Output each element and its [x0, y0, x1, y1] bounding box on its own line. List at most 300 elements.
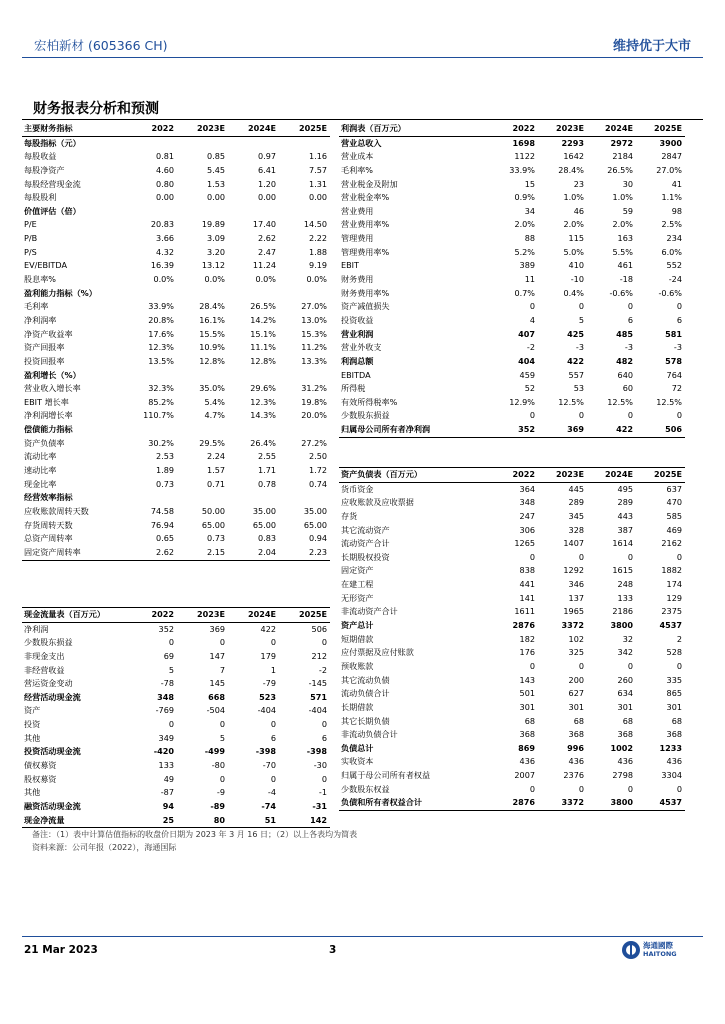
table-cell: 9.19 — [308, 260, 327, 271]
table-cell: 0.94 — [308, 533, 327, 544]
table-row — [22, 664, 330, 678]
table-cell: 2.0% — [563, 219, 584, 230]
company-ticker: 宏柏新材 (605366 CH) — [34, 38, 168, 53]
table-cell: 0 — [578, 783, 584, 794]
table-cell: 387 — [617, 524, 633, 535]
table-row — [339, 728, 685, 742]
table-cell: 0.74 — [308, 478, 327, 489]
logo-chinese-name: 海通國際 — [643, 941, 673, 950]
table-row — [339, 646, 685, 660]
table-cell: 3900 — [659, 137, 682, 148]
table-cell: 31.2% — [301, 383, 327, 394]
table-row — [339, 605, 685, 619]
table-cell: 404 — [518, 355, 535, 366]
table-cell: 1407 — [563, 538, 584, 549]
table-cell: 12.5% — [558, 396, 584, 407]
table-cell: 410 — [568, 260, 584, 271]
table-cell: 0.65 — [155, 533, 174, 544]
table-cell: 141 — [519, 592, 535, 603]
table-cell: 2.62 — [126, 546, 177, 560]
note-line-1: 备注：（1）表中计算估值指标的收盘价日期为 2023 年 3 月 16 日；（2）以上各表均为简表 — [32, 830, 358, 839]
row-label: 归属母公司所有者净利润 — [339, 423, 489, 437]
table-row — [339, 273, 685, 287]
table-cell: 0 — [627, 783, 633, 794]
table-row — [339, 578, 685, 592]
table-cell: -24 — [668, 274, 682, 285]
table-cell: 234 — [666, 233, 682, 244]
table-row — [339, 537, 685, 551]
table-cell: 501 — [519, 688, 535, 699]
row-label: 短期借款 — [341, 633, 374, 644]
table-cell: 289 — [568, 497, 584, 508]
table-cell: -9 — [216, 787, 225, 798]
row-label: 管理费用 — [341, 233, 374, 244]
table-row — [22, 745, 330, 759]
row-label: 流动比率 — [24, 451, 57, 462]
row-label: 预收账款 — [341, 660, 374, 671]
table-row — [339, 715, 685, 729]
column-header: 2023E — [177, 122, 228, 136]
row-label: 营业费用 — [341, 205, 374, 216]
table-row — [339, 328, 685, 342]
column-header: 2023E — [177, 608, 228, 623]
footer-divider — [22, 936, 703, 937]
table-cell: 369 — [538, 423, 587, 437]
column-header: 2024E — [587, 122, 636, 136]
table-cell: 26.5% — [607, 164, 633, 175]
row-label: 营业费用率% — [341, 219, 390, 230]
row-label: 非流动负债合计 — [341, 729, 398, 740]
table-cell: 352 — [489, 423, 538, 437]
table-cell: -504 — [206, 705, 225, 716]
table-row — [22, 423, 330, 437]
table-cell: 5 — [578, 314, 584, 325]
table-cell: 0 — [578, 551, 584, 562]
row-label: 债权募资 — [24, 760, 57, 771]
table-row — [339, 783, 685, 797]
main-financial-indicators-table — [22, 122, 330, 561]
table-row — [22, 491, 330, 505]
row-label: 利润总额 — [341, 355, 374, 366]
table-cell: 12.8% — [199, 355, 225, 366]
row-label: 货币资金 — [341, 483, 374, 494]
table-row — [339, 496, 685, 510]
row-label: 资产负债率 — [24, 437, 65, 448]
table-cell: 3372 — [538, 796, 587, 810]
table-cell: 0.83 — [257, 533, 276, 544]
row-label: 股息率% — [24, 274, 56, 285]
table-cell — [279, 491, 330, 505]
table-cell: 49 — [163, 773, 174, 784]
table-row — [22, 718, 330, 732]
row-label: 股权募资 — [24, 773, 57, 784]
table-row — [22, 478, 330, 492]
table-cell: 461 — [617, 260, 633, 271]
table-cell: 29.6% — [250, 383, 276, 394]
table-row — [22, 691, 330, 705]
table-cell: 581 — [665, 328, 682, 339]
notes — [32, 828, 357, 854]
table-cell: 30.2% — [148, 437, 174, 448]
table-cell: -3 — [673, 342, 682, 353]
table-cell: 16.1% — [199, 314, 225, 325]
table-cell: -398 — [306, 746, 327, 757]
table-cell: 13.3% — [301, 355, 327, 366]
table-cell: 2 — [676, 633, 682, 644]
table-cell: 5.5% — [612, 246, 633, 257]
table-cell: 289 — [617, 497, 633, 508]
row-label: 营运资金变动 — [24, 678, 73, 689]
row-label: 净利润 — [24, 623, 49, 634]
table-cell: 6 — [627, 314, 633, 325]
row-label: 存货周转天数 — [24, 519, 73, 530]
table-cell: 425 — [567, 328, 584, 339]
table-cell: 0 — [578, 410, 584, 421]
table-cell: 60 — [622, 383, 633, 394]
table-cell: 2876 — [489, 796, 538, 810]
row-label: 资产总计 — [341, 620, 374, 631]
table-cell: 1.20 — [257, 178, 276, 189]
column-header: 2025E — [636, 468, 685, 483]
table-cell: 301 — [666, 701, 682, 712]
table-cell: 1 — [270, 664, 276, 675]
table-cell: 17.6% — [148, 328, 174, 339]
table-row — [339, 259, 685, 273]
table-cell: 65.00 — [303, 519, 327, 530]
table-row — [339, 232, 685, 246]
table-cell: 102 — [568, 633, 584, 644]
row-label: 其它长期负债 — [341, 715, 390, 726]
table-row — [339, 396, 685, 410]
table-cell: 368 — [666, 729, 682, 740]
column-header: 2025E — [636, 122, 685, 136]
table-cell: 342 — [617, 647, 633, 658]
table-cell: 28.4% — [199, 301, 225, 312]
table-row — [339, 564, 685, 578]
table-cell: 200 — [568, 674, 584, 685]
table-cell: 19.8% — [301, 396, 327, 407]
table-row — [22, 273, 330, 287]
table-cell: 15.5% — [199, 328, 225, 339]
table-cell: 20.0% — [301, 410, 327, 421]
table-row — [22, 259, 330, 273]
table-row — [339, 314, 685, 328]
row-label: 长期股权投资 — [341, 551, 390, 562]
table-cell: 137 — [568, 592, 584, 603]
table-cell: -3 — [575, 342, 584, 353]
table-cell: -145 — [308, 678, 327, 689]
table-cell: 6.0% — [661, 246, 682, 257]
table-cell: 0 — [168, 719, 174, 730]
row-label: 存货 — [341, 510, 358, 521]
table-cell: 0 — [627, 410, 633, 421]
table-cell: 52 — [524, 383, 535, 394]
table-row — [339, 674, 685, 688]
table-cell: 35.00 — [303, 505, 327, 516]
column-header: 2025E — [279, 122, 330, 136]
table-cell: 1.31 — [308, 178, 327, 189]
row-label: 融资活动现金流 — [24, 800, 81, 811]
table-cell: 3.09 — [206, 233, 225, 244]
table-cell: 838 — [519, 565, 535, 576]
table-row — [22, 369, 330, 383]
table-row — [339, 341, 685, 355]
table-cell: 0 — [321, 719, 327, 730]
row-label: 每股收益 — [24, 151, 57, 162]
table-cell: 2.55 — [257, 451, 276, 462]
table-cell: 0 — [627, 301, 633, 312]
table-cell: -31 — [312, 800, 327, 811]
table-cell: -1 — [318, 787, 327, 798]
table-cell: 27.2% — [301, 437, 327, 448]
table-cell — [126, 205, 177, 219]
table-cell: 2376 — [563, 770, 584, 781]
table-row — [22, 287, 330, 301]
table-cell: 212 — [311, 650, 327, 661]
table-cell: 4.7% — [204, 410, 225, 421]
table-cell: 0 — [676, 551, 682, 562]
row-label: 价值评估（倍） — [24, 205, 81, 216]
table-cell: 0 — [321, 773, 327, 784]
table-cell: 557 — [568, 369, 584, 380]
table-cell: 176 — [519, 647, 535, 658]
table-row — [22, 232, 330, 246]
table-cell: -78 — [160, 678, 174, 689]
table-row — [22, 409, 330, 423]
table-cell: 668 — [208, 691, 225, 702]
table-cell: 637 — [666, 483, 682, 494]
report-date: 21 Mar 2023 — [24, 944, 98, 956]
row-label: 营业收入增长率 — [24, 383, 81, 394]
table-title: 现金流量表（百万元） — [22, 608, 126, 623]
table-cell: 0 — [676, 783, 682, 794]
table-row — [339, 619, 685, 633]
table-cell — [177, 369, 228, 383]
table-cell: 578 — [665, 355, 682, 366]
table-cell: -2 — [318, 664, 327, 675]
table-cell: 6 — [270, 732, 276, 743]
table-cell: 20.8% — [148, 314, 174, 325]
row-label: 投资活动现金流 — [24, 746, 81, 757]
table-cell: -79 — [262, 678, 276, 689]
table-cell: 0 — [529, 551, 535, 562]
table-cell: 14.3% — [250, 410, 276, 421]
table-cell — [279, 136, 330, 150]
table-cell: 147 — [209, 650, 225, 661]
table-row — [339, 524, 685, 538]
header-divider — [22, 57, 703, 58]
table-header-row — [339, 468, 685, 483]
table-cell: 85.2% — [148, 396, 174, 407]
table-cell: 16.39 — [150, 260, 174, 271]
table-row — [339, 191, 685, 205]
table-cell: 422 — [567, 355, 584, 366]
table-cell: 28.4% — [558, 164, 584, 175]
row-label: 应收账款及应收票据 — [341, 497, 414, 508]
table-cell: 2375 — [661, 606, 682, 617]
table-cell: 5 — [219, 732, 225, 743]
table-row — [339, 769, 685, 783]
table-cell: 364 — [519, 483, 535, 494]
table-cell: -18 — [619, 274, 633, 285]
table-cell: 459 — [519, 369, 535, 380]
table-title: 资产负债表（百万元） — [339, 468, 489, 483]
table-cell: 1292 — [563, 565, 584, 576]
table-cell: 469 — [666, 524, 682, 535]
table-cell: 51 — [228, 814, 279, 828]
row-label: P/B — [24, 233, 38, 244]
table-cell: 68 — [671, 715, 682, 726]
table-cell: 869 — [518, 742, 535, 753]
table-cell: 0 — [676, 660, 682, 671]
table-cell: 2.0% — [514, 219, 535, 230]
table-cell: 1.88 — [308, 246, 327, 257]
table-cell: 15 — [524, 178, 535, 189]
table-row — [22, 650, 330, 664]
table-cell: 110.7% — [143, 410, 174, 421]
table-cell: 528 — [666, 647, 682, 658]
column-header: 2023E — [538, 468, 587, 483]
row-label: 营业税金率% — [341, 192, 390, 203]
table-row — [22, 396, 330, 410]
table-cell: 145 — [209, 678, 225, 689]
table-cell: -30 — [313, 760, 327, 771]
table-row — [22, 218, 330, 232]
table-cell: -70 — [262, 760, 276, 771]
row-label: 少数股东损益 — [341, 410, 390, 421]
table-cell: 436 — [666, 756, 682, 767]
table-cell: 335 — [666, 674, 682, 685]
table-row — [22, 519, 330, 533]
table-cell: -0.6% — [609, 287, 633, 298]
row-label: 负债总计 — [341, 742, 374, 753]
table-cell: 0.81 — [155, 151, 174, 162]
column-header: 2025E — [279, 608, 330, 623]
table-row — [22, 786, 330, 800]
table-cell: 1965 — [563, 606, 584, 617]
table-cell: 1.1% — [661, 192, 682, 203]
table-cell — [126, 136, 177, 150]
table-cell: 248 — [617, 579, 633, 590]
table-cell: 5.0% — [563, 246, 584, 257]
table-cell: 7 — [219, 664, 225, 675]
table-header-row — [22, 608, 330, 623]
table-row — [339, 796, 685, 810]
table-cell: 0 — [676, 301, 682, 312]
table-cell: 5.2% — [514, 246, 535, 257]
table-cell: 1233 — [659, 742, 682, 753]
table-row — [339, 742, 685, 756]
table-cell: 74.58 — [150, 505, 174, 516]
table-cell: 1698 — [512, 137, 535, 148]
row-label: 非现金支出 — [24, 650, 65, 661]
row-label: 财务费用率% — [341, 287, 390, 298]
table-cell: 2.62 — [257, 233, 276, 244]
table-cell: 0 — [219, 773, 225, 784]
column-header: 2023E — [538, 122, 587, 136]
table-cell: 68 — [524, 715, 535, 726]
table-cell: 369 — [209, 623, 225, 634]
table-cell: 12.5% — [656, 396, 682, 407]
table-cell: 0.0% — [255, 274, 276, 285]
table-title: 利润表（百万元） — [339, 122, 489, 136]
table-cell: 68 — [622, 715, 633, 726]
table-cell: 0 — [321, 637, 327, 648]
table-cell: 585 — [666, 510, 682, 521]
row-label: 负债和所有者权益合计 — [339, 796, 489, 810]
cash-flow-table — [22, 607, 330, 828]
table-cell — [228, 423, 279, 437]
table-cell: 174 — [666, 579, 682, 590]
table-cell: 14.50 — [303, 219, 327, 230]
table-cell: 94 — [162, 800, 174, 811]
table-row — [22, 382, 330, 396]
row-label: 所得税 — [341, 383, 366, 394]
row-label: 资产减值损失 — [341, 301, 390, 312]
balance-sheet-table — [339, 467, 685, 811]
table-row — [339, 382, 685, 396]
table-cell: 0.00 — [206, 192, 225, 203]
table-cell — [177, 136, 228, 150]
row-label: P/S — [24, 246, 37, 257]
table-cell: 301 — [519, 701, 535, 712]
row-label: 固定资产周转率 — [22, 546, 126, 560]
table-row — [22, 314, 330, 328]
table-cell: 129 — [666, 592, 682, 603]
table-cell: 1.89 — [155, 465, 174, 476]
table-cell: 4 — [529, 314, 535, 325]
table-header-row — [339, 122, 685, 136]
row-label: 盈利能力指标（%） — [24, 287, 97, 298]
row-label: 少数股东损益 — [24, 637, 73, 648]
table-row — [22, 246, 330, 260]
table-cell: -404 — [308, 705, 327, 716]
table-cell: -2 — [526, 342, 535, 353]
table-cell: 3800 — [610, 620, 633, 631]
table-cell: 2847 — [661, 151, 682, 162]
row-label: 长期借款 — [341, 701, 374, 712]
row-label: 资产回报率 — [24, 342, 65, 353]
table-cell — [177, 491, 228, 505]
row-label: 实收资本 — [341, 756, 374, 767]
table-cell: 11.2% — [301, 342, 327, 353]
row-label: 净利润增长率 — [24, 410, 73, 421]
table-cell: -10 — [570, 274, 584, 285]
table-cell: 0.71 — [206, 478, 225, 489]
table-cell: 41 — [671, 178, 682, 189]
table-cell — [126, 287, 177, 301]
table-cell: 15.1% — [250, 328, 276, 339]
column-header: 2022 — [489, 468, 538, 483]
table-cell — [126, 491, 177, 505]
table-cell: 12.5% — [607, 396, 633, 407]
table-cell: 26.4% — [250, 437, 276, 448]
table-cell: 69 — [163, 650, 174, 661]
table-cell: 26.5% — [250, 301, 276, 312]
table-row — [339, 355, 685, 369]
table-cell: 0 — [168, 637, 174, 648]
table-cell: 20.83 — [150, 219, 174, 230]
row-label: 无形资产 — [341, 592, 374, 603]
table-row — [339, 633, 685, 647]
table-cell: 634 — [617, 688, 633, 699]
table-cell: 0.73 — [155, 478, 174, 489]
table-cell: 436 — [519, 756, 535, 767]
row-label: 其他 — [24, 787, 41, 798]
table-cell: 443 — [617, 510, 633, 521]
table-cell — [228, 491, 279, 505]
table-cell: 68 — [573, 715, 584, 726]
